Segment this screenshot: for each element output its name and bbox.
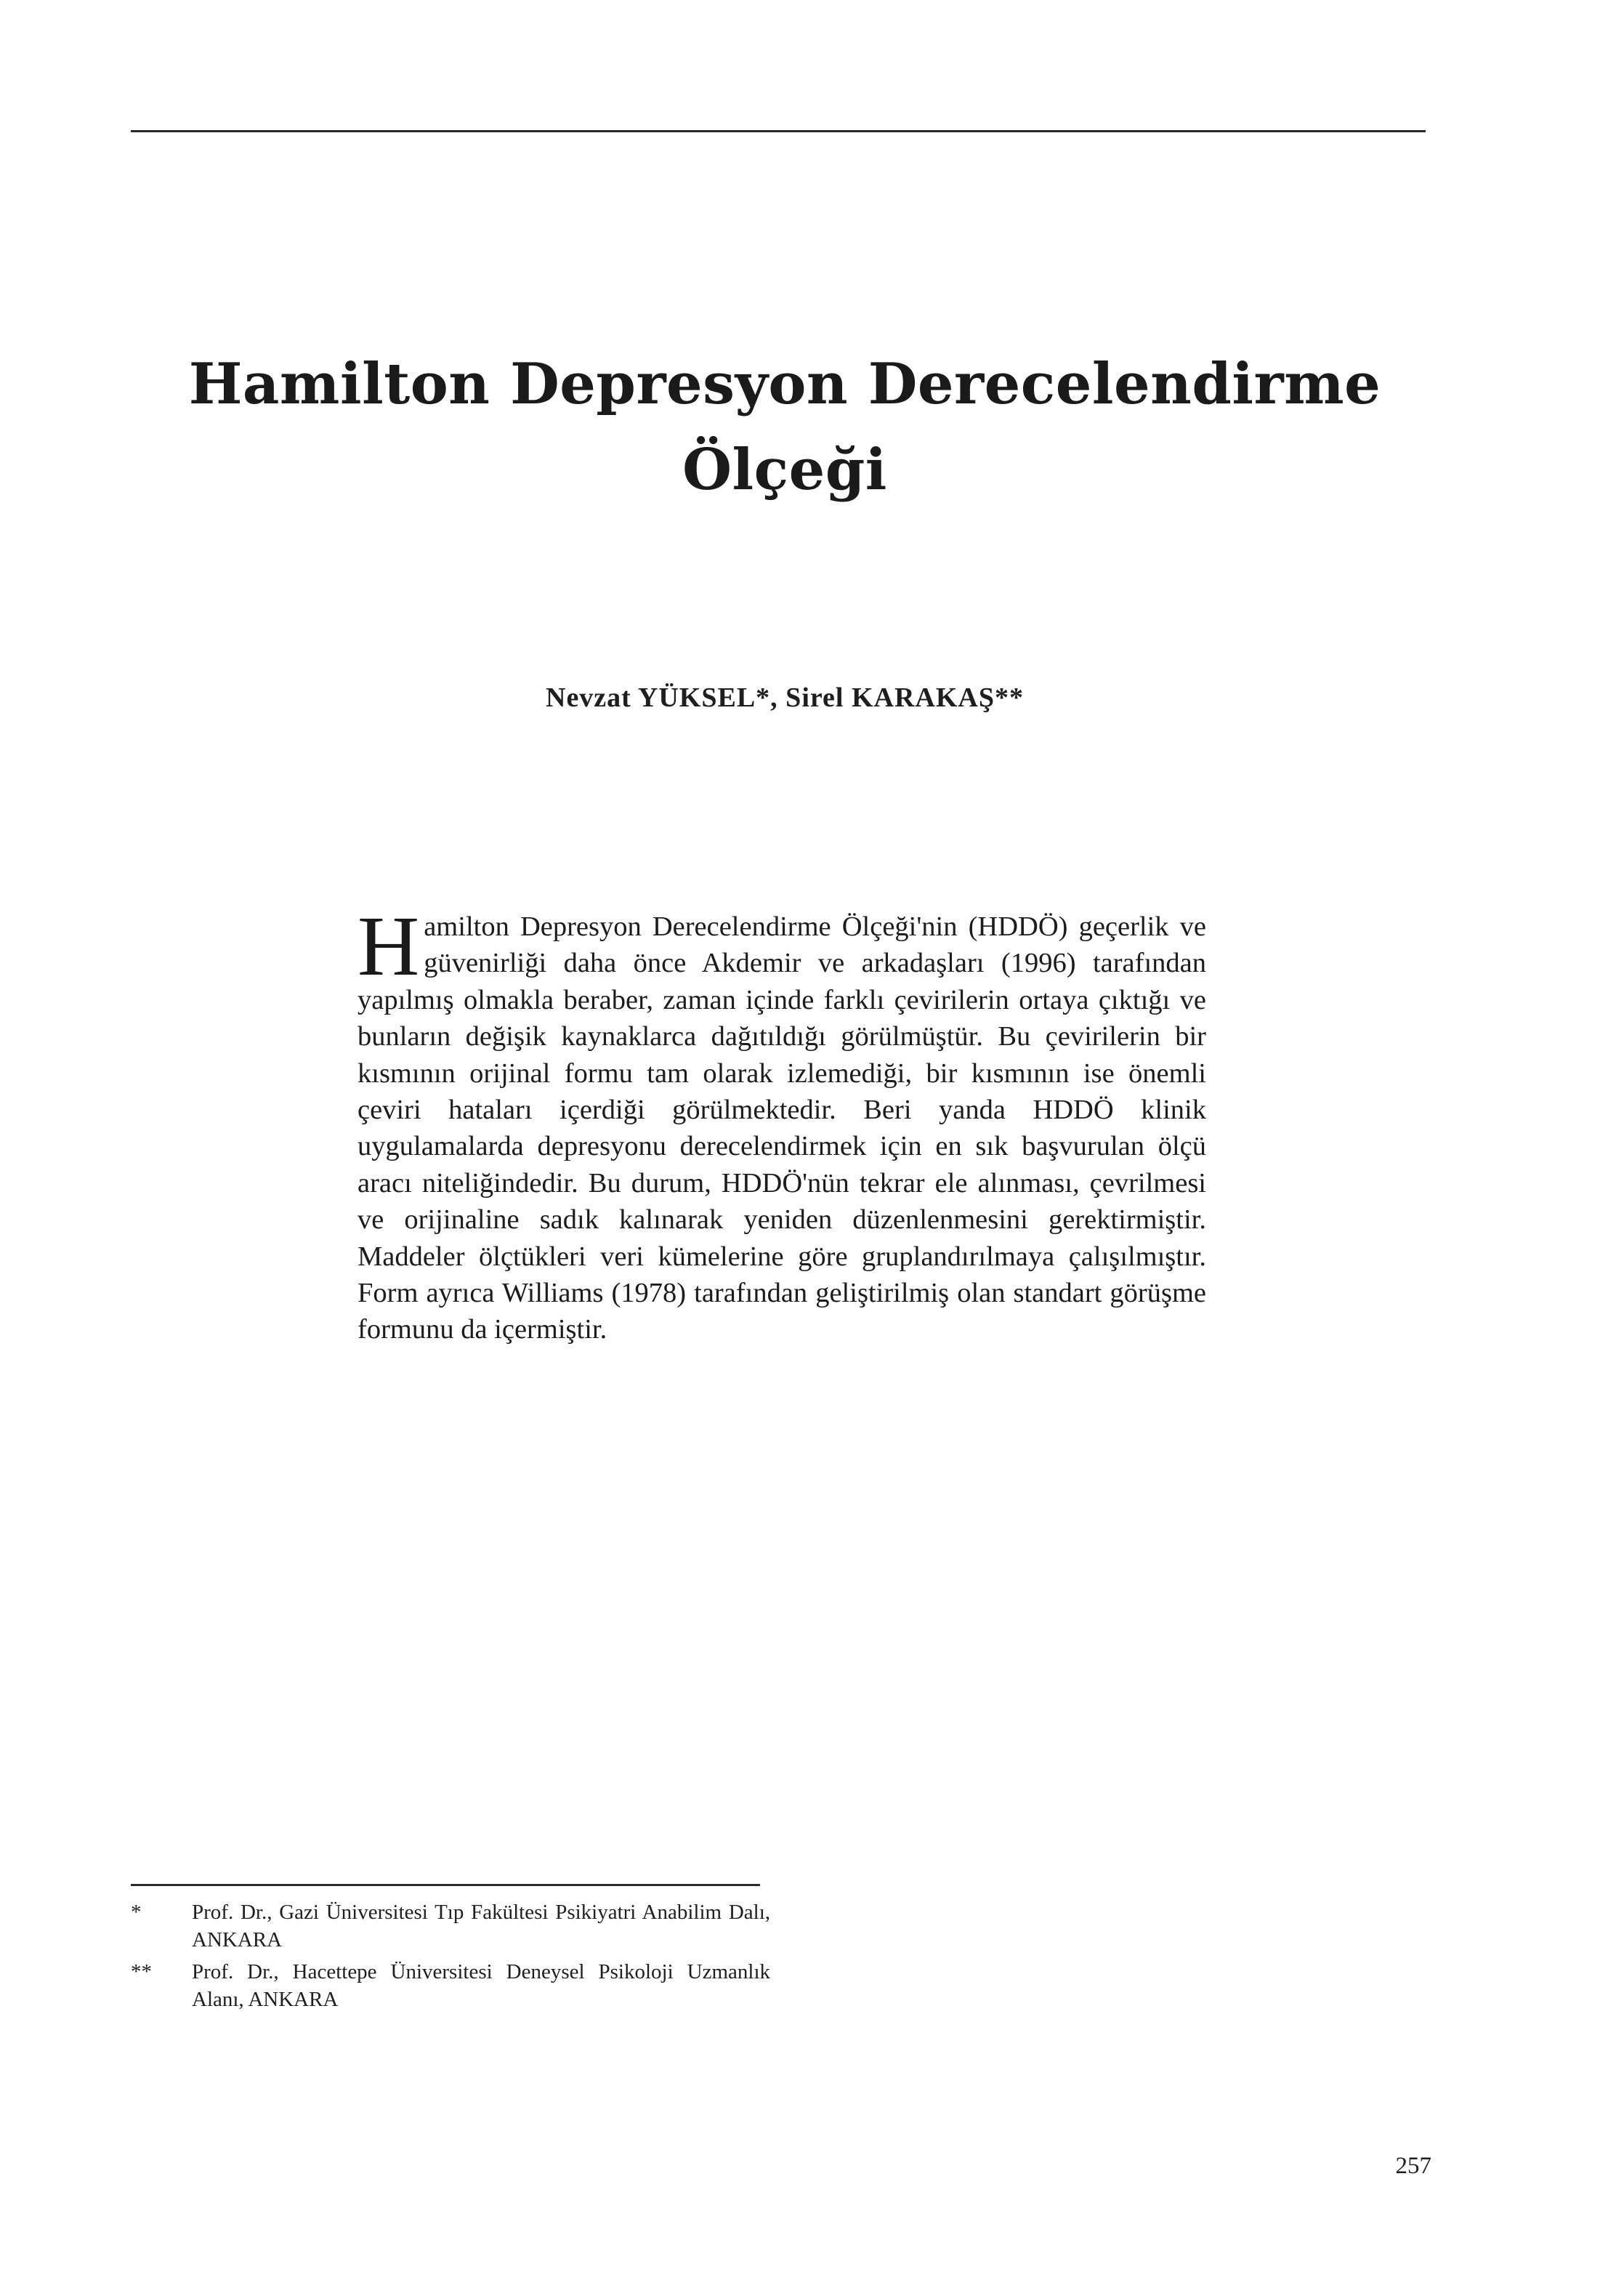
footnote-2-mark: ** bbox=[131, 1960, 152, 1983]
footnote-rule bbox=[131, 1884, 760, 1886]
abstract-paragraph bbox=[357, 898, 1206, 1348]
authors-line: Nevzat YÜKSEL*, Sirel KARAKAŞ** bbox=[546, 682, 1024, 713]
header-rule bbox=[131, 130, 1426, 132]
title-line-2: Ölçeği bbox=[682, 437, 887, 503]
title-line-1: Hamilton Depresyon Derecelendirme bbox=[188, 351, 1381, 417]
article-title bbox=[109, 342, 1461, 513]
footnote-2 bbox=[131, 1958, 770, 2013]
page-number: 257 bbox=[1395, 2153, 1431, 2179]
footnote-2-text: Prof. Dr., Hacettepe Üniversitesi Deneysel Psikoloji Uzmanlık Alanı, ANKARA bbox=[192, 1960, 770, 2011]
footnote-1-mark: * bbox=[131, 1901, 142, 1924]
footnote-1 bbox=[131, 1898, 770, 1954]
abstract-text: amilton Depresyon Derecelendirme Ölçeği'nin (HDDÖ) geçerlik ve güvenirliği daha önce Akdemir ve arkadaşları (1996) tarafından yapılmış olmakla beraber, zaman içinde farklı çevirilerin ortaya çıktığı ve bunların değişik kaynaklarca dağıtıldığı görülmüştür. Bu çevirilerin bir kısmının orijinal formu tam olarak izlemediği, bir kısmının ise önemli çeviri hataları içerdiği görülmektedir. Beri yanda HDDÖ klinik uygulamalarda depresyonu derecelendirmek için en sık başvurulan ölçü aracı niteliğindedir. Bu durum, HDDÖ'nün tekrar ele alınması, çevrilmesi ve orijinaline sadık kalınarak yeniden düzenlenmesini gerektirmiştir. Maddeler ölçtükleri veri kümelerine göre gruplandırılmaya çalışılmıştır. Form ayrıca Williams (1978) tarafından geliştirilmiş olan standart görüşme formunu da içermiştir. bbox=[357, 911, 1206, 1345]
footnote-1-text: Prof. Dr., Gazi Üniversitesi Tıp Fakültesi Psikiyatri Anabilim Dalı, ANKARA bbox=[192, 1901, 770, 1951]
drop-cap: H bbox=[357, 898, 420, 994]
